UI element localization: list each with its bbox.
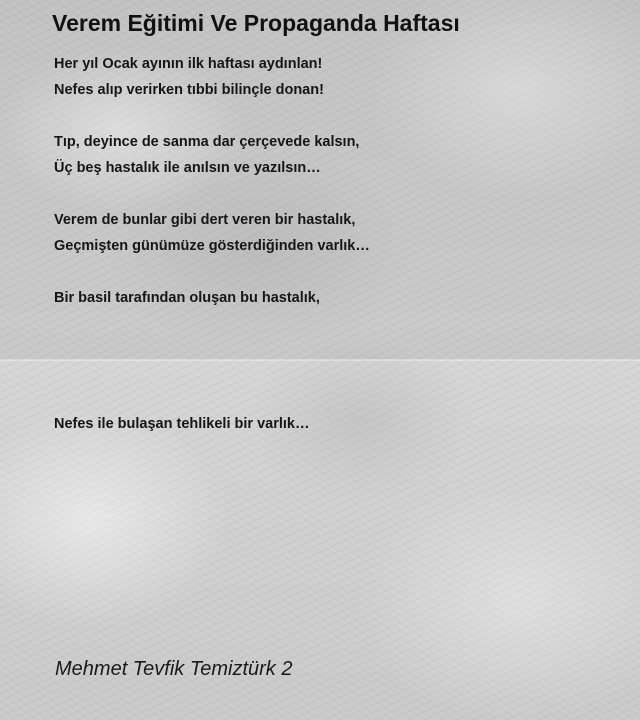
background-seam — [0, 359, 640, 361]
poem-line: Nefes alıp verirken tıbbi bilinçle donan! — [54, 82, 324, 98]
poem-line: Bir basil tarafından oluşan bu hastalık, — [54, 290, 320, 306]
poem-line: Nefes ile bulaşan tehlikeli bir varlık… — [54, 416, 310, 432]
stanza-2 — [54, 129, 359, 181]
poem-author: Mehmet Tevfik Temiztürk 2 — [55, 658, 293, 680]
poem-title: Verem Eğitimi Ve Propaganda Haftası — [52, 10, 460, 36]
poem-line: Verem de bunlar gibi dert veren bir hastalık, — [54, 212, 356, 228]
stanza-4 — [54, 285, 320, 311]
stanza-3 — [54, 207, 370, 259]
stanza-5 — [54, 411, 309, 437]
poem-line: Üç beş hastalık ile anılsın ve yazılsın… — [54, 160, 321, 176]
poem-line: Tıp, deyince de sanma dar çerçevede kalsın, — [54, 134, 360, 150]
poem-line: Her yıl Ocak ayının ilk haftası aydınlan! — [54, 56, 323, 72]
stanza-1 — [54, 51, 324, 103]
poem-line: Geçmişten günümüze gösterdiğinden varlık… — [54, 238, 370, 254]
